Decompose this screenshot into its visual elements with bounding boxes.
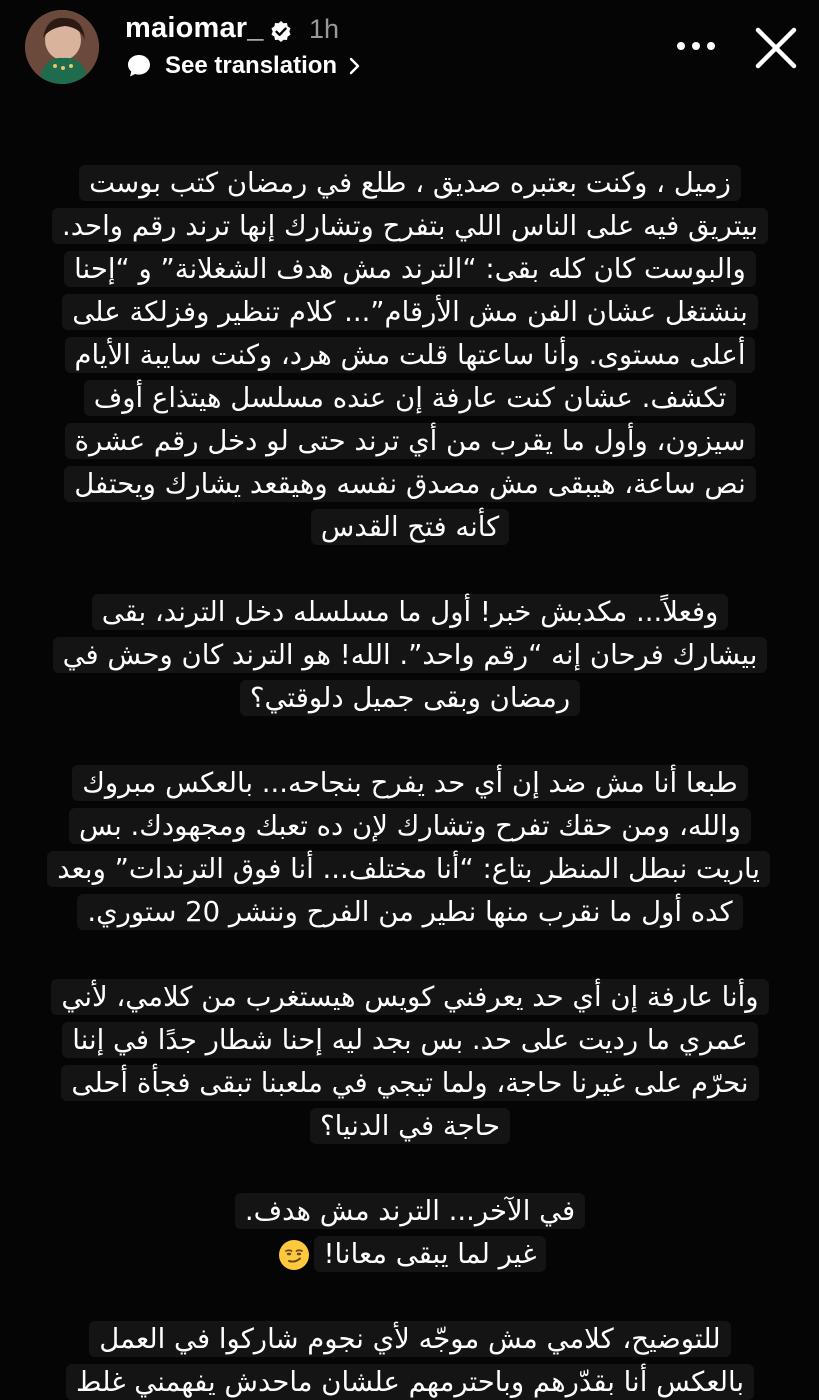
chevron-right-icon bbox=[347, 56, 363, 76]
story-paragraph bbox=[50, 1190, 770, 1276]
see-translation-label: See translation bbox=[165, 52, 338, 79]
story-paragraph-text: وفعلاً... مكدبش خبر! أول ما مسلسله دخل الترند، بقى بيشارك فرحان إنه “رقم واحد”. الله! هو الترند كان وحش في رمضان وبقى جميل دلوقتي؟ bbox=[53, 594, 768, 716]
post-timestamp: 1h bbox=[309, 14, 340, 44]
story-paragraph bbox=[50, 162, 770, 549]
story-paragraph bbox=[50, 976, 770, 1148]
username[interactable]: maiomar_ bbox=[125, 12, 264, 44]
avatar[interactable] bbox=[25, 10, 99, 84]
story-paragraph bbox=[50, 591, 770, 720]
story-paragraph bbox=[50, 762, 770, 934]
translate-bubble-icon bbox=[125, 52, 153, 80]
story-paragraph-text: غير لما يبقى معانا! bbox=[314, 1236, 547, 1272]
story-paragraph-text: في الآخر... الترند مش هدف. bbox=[235, 1193, 585, 1229]
story-paragraph-text: زميل ، وكنت بعتبره صديق ، طلع في رمضان كتب بوست بيتريق فيه على الناس اللي بتفرح وتشارك إنها ترند رقم واحد. والبوست كان كله بقى: “الترند مش هدف الشغلانة” و “إحنا بنشتغل عشان الفن مش الأرقام”... كلام تنظير وفزلكة على أعلى مستوى. وأنا ساعتها قلت مش هرد، وكنت سايبة الأيام تكشف. عشان كنت عارفة إن عنده مسلسل هيتذاع أوف سيزون، وأول ما يقرب من أي ترند حتى لو دخل رقم عشرة نص ساعة، هيبقى مش مصدق نفسه وهيقعد يشارك ويحتفل كأنه فتح القدس bbox=[52, 165, 768, 545]
story-header bbox=[0, 0, 819, 100]
story-paragraph bbox=[50, 1318, 770, 1400]
story-paragraph-text: طبعا أنا مش ضد إن أي حد يفرح بنجاحه... بالعكس مبروك والله، ومن حقك تفرح وتشارك لإن ده تعبك ومجهودك. بس ياريت نبطل المنظر بتاع: “أنا مختلف... أنا فوق الترندات” وبعد كده أول ما نقرب منها نطير من الفرح وننشر 20 ستوري. bbox=[47, 765, 770, 930]
story-paragraph-text: وأنا عارفة إن أي حد يعرفني كويس هيستغرب من كلامي، لأني عمري ما رديت على حد. بس بجد ليه إحنا شطار جدًا في إننا نحرّم على غيرنا حاجة، ولما تيجي في ملعبنا تبقى فجأة أحلى حاجة في الدنيا؟ bbox=[51, 979, 768, 1144]
more-options-icon[interactable] bbox=[670, 28, 722, 64]
see-translation-button[interactable] bbox=[125, 50, 363, 82]
story-paragraph-text: للتوضيح، كلامي مش موجّه لأي نجوم شاركوا في العمل بالعكس أنا بقدّرهم وباحترمهم علشان ماحدش يفهمني غلط bbox=[66, 1321, 754, 1400]
verified-badge-icon bbox=[269, 20, 293, 44]
smirking-face-emoji bbox=[278, 1239, 310, 1271]
story-text-block bbox=[50, 162, 770, 1400]
close-icon[interactable] bbox=[750, 22, 802, 74]
